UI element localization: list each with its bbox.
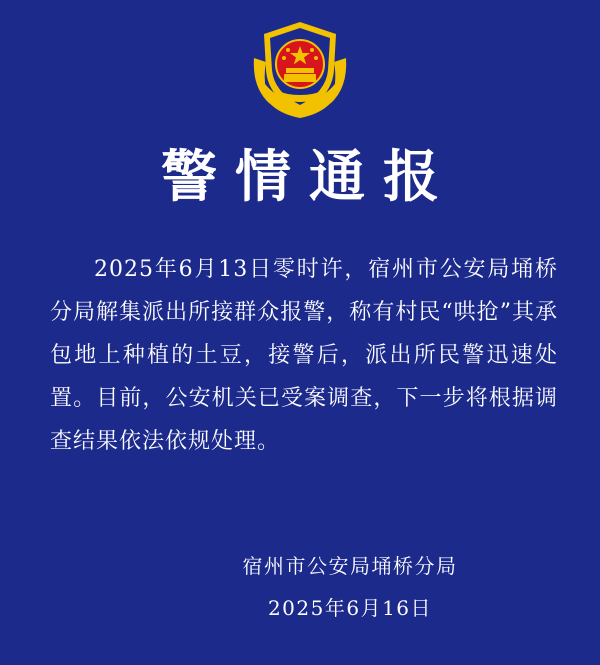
page-title: 警情通报 [161,145,457,210]
police-badge-icon [248,18,352,122]
notice-paragraph: 2025年6月13日零时许，宿州市公安局埇桥分局解集派出所接群众报警，称有村民“哄抢”其承包地上种植的土豆，接警后，派出所民警迅速处置。目前，公安机关已受案调查，下一步将根据调查结果依法依规处理。 [50,257,558,454]
issue-date: 2025年6月16日 [267,596,433,620]
notice-body [50,248,558,463]
issuing-organization: 宿州市公安局埇桥分局 [242,554,458,578]
